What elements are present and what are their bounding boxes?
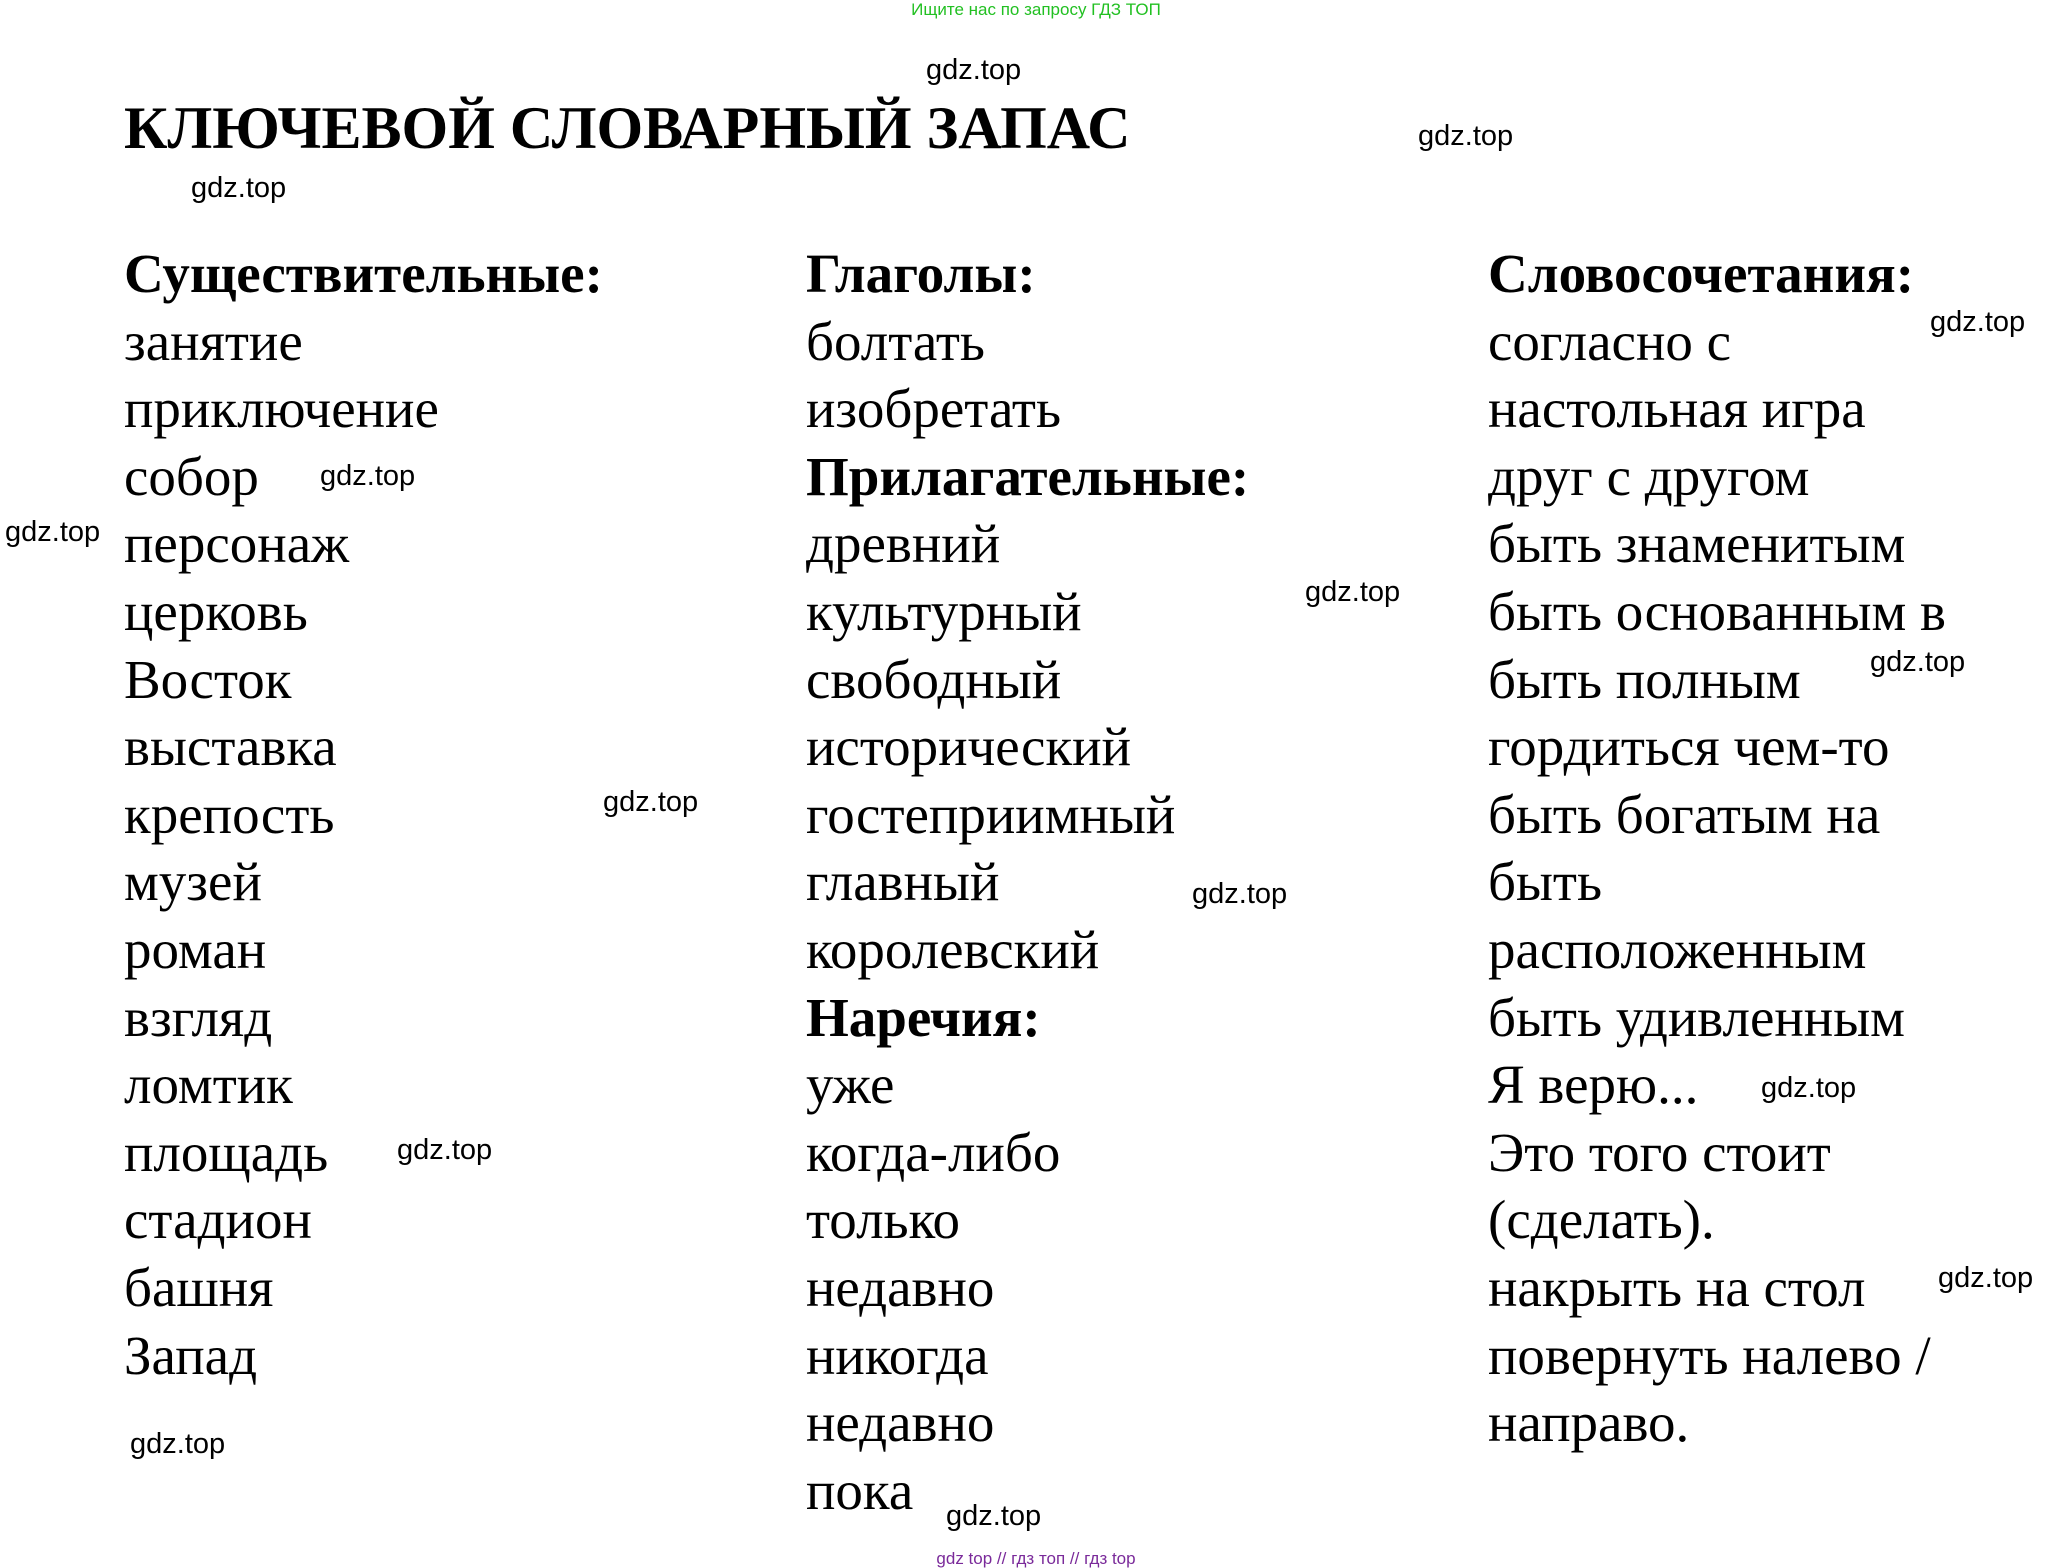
vocab-item: быть bbox=[1488, 851, 1603, 913]
vocab-item: недавно bbox=[806, 1256, 995, 1318]
vocab-item: древний bbox=[806, 513, 1001, 575]
watermark: gdz.top bbox=[1305, 576, 1401, 608]
footer-links: gdz top // гдз топ // гдз top bbox=[936, 1549, 1136, 1568]
vocab-item: занятие bbox=[124, 310, 303, 372]
vocab-item: культурный bbox=[806, 580, 1082, 642]
vocab-item: музей bbox=[124, 851, 262, 913]
watermark: gdz.top bbox=[1192, 878, 1288, 910]
vocab-item: быть основанным в bbox=[1488, 580, 1947, 642]
vocab-item: настольная игра bbox=[1488, 378, 1866, 440]
watermark: gdz.top bbox=[5, 516, 101, 548]
vocab-item: накрыть на стол bbox=[1488, 1256, 1866, 1318]
vocab-item: повернуть налево / bbox=[1488, 1324, 1931, 1386]
top-banner: Ищите нас по запросу ГДЗ ТОП bbox=[911, 0, 1161, 19]
watermark: gdz.top bbox=[946, 1500, 1042, 1532]
vocab-item: Я верю... bbox=[1488, 1054, 1699, 1116]
vocab-item: ломтик bbox=[124, 1054, 293, 1116]
vocab-item: королевский bbox=[806, 918, 1100, 980]
watermark: gdz.top bbox=[130, 1428, 226, 1460]
vocab-item: башня bbox=[124, 1256, 274, 1318]
section-heading: Глаголы: bbox=[806, 243, 1036, 304]
vocab-item: направо. bbox=[1488, 1392, 1690, 1454]
vocab-item: болтать bbox=[806, 310, 986, 372]
watermark: gdz.top bbox=[926, 54, 1022, 86]
vocab-item: Восток bbox=[124, 648, 292, 710]
vocab-item: только bbox=[806, 1189, 961, 1251]
vocab-item: гостеприимный bbox=[806, 783, 1176, 845]
watermark: gdz.top bbox=[191, 172, 287, 204]
watermark: gdz.top bbox=[397, 1134, 493, 1166]
vocab-item: быть удивленным bbox=[1488, 986, 1905, 1048]
section-heading: Словосочетания: bbox=[1488, 243, 1915, 304]
vocab-item: роман bbox=[124, 918, 267, 980]
vocab-item: согласно с bbox=[1488, 310, 1732, 372]
vocab-item: друг с другом bbox=[1488, 445, 1810, 507]
section-heading: Наречия: bbox=[806, 986, 1041, 1048]
vocab-item: выставка bbox=[124, 716, 337, 778]
vocab-item: изобретать bbox=[806, 378, 1062, 440]
watermark: gdz.top bbox=[1870, 646, 1966, 678]
vocab-item: недавно bbox=[806, 1392, 995, 1454]
vocab-item: никогда bbox=[806, 1324, 989, 1386]
vocab-item: гордиться чем-то bbox=[1488, 716, 1890, 778]
section-heading: Прилагательные: bbox=[806, 445, 1250, 507]
vocab-item: Запад bbox=[124, 1324, 258, 1386]
section-heading: Существительные: bbox=[124, 243, 603, 304]
vocab-item: взгляд bbox=[124, 986, 273, 1048]
vocab-item: (сделать). bbox=[1488, 1189, 1715, 1251]
column-nouns bbox=[124, 240, 603, 1389]
watermark: gdz.top bbox=[320, 460, 416, 492]
column-verbs-adjectives-adverbs bbox=[806, 240, 1249, 1524]
vocab-item: быть полным bbox=[1488, 648, 1801, 710]
vocab-item: церковь bbox=[124, 580, 308, 642]
watermark: gdz.top bbox=[1761, 1072, 1857, 1104]
vocab-item: Это того стоит bbox=[1488, 1121, 1831, 1183]
vocab-item: главный bbox=[806, 851, 1000, 913]
vocab-item: стадион bbox=[124, 1189, 312, 1251]
vocab-item: площадь bbox=[124, 1121, 329, 1183]
watermark: gdz.top bbox=[1938, 1262, 2034, 1294]
vocab-item: свободный bbox=[806, 648, 1062, 710]
vocab-item: когда-либо bbox=[806, 1121, 1061, 1183]
vocab-item: пока bbox=[806, 1459, 914, 1521]
vocab-item: персонаж bbox=[124, 513, 350, 575]
vocab-item: уже bbox=[806, 1054, 895, 1116]
column-phrases bbox=[1488, 240, 1946, 1457]
vocab-item: быть богатым на bbox=[1488, 783, 1881, 845]
vocab-item: собор bbox=[124, 445, 259, 507]
vocab-item: крепость bbox=[124, 783, 335, 845]
vocab-item: исторический bbox=[806, 716, 1132, 778]
page-title: КЛЮЧЕВОЙ СЛОВАРНЫЙ ЗАПАС bbox=[124, 95, 1131, 161]
watermark: gdz.top bbox=[1418, 120, 1514, 152]
watermark: gdz.top bbox=[1930, 306, 2026, 338]
vocab-item: расположенным bbox=[1488, 918, 1867, 980]
watermark: gdz.top bbox=[603, 786, 699, 818]
vocab-item: приключение bbox=[124, 378, 439, 440]
vocab-item: быть знаменитым bbox=[1488, 513, 1906, 575]
